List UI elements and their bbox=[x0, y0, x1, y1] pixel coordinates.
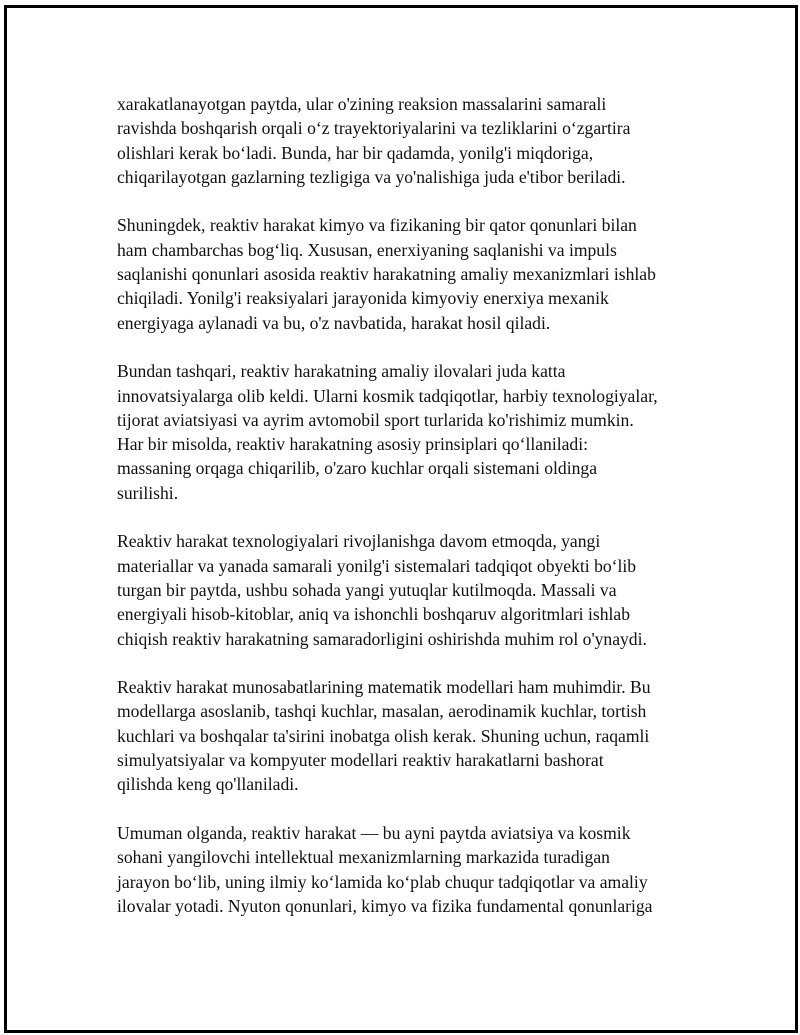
text-line: Bundan tashqari, reaktiv harakatning amaliy ilovalari juda katta bbox=[117, 361, 566, 382]
text-line: jarayon bo‘lib, uning ilmiy ko‘lamida ko‘plab chuqur tadqiqotlar va amaliy bbox=[117, 871, 648, 892]
text-line: materiallar va yanada samarali yonilg'i sistemalari tadqiqot obyekti bo‘lib bbox=[117, 555, 637, 576]
text-line: innovatsiyalarga olib keldi. Ularni kosmik tadqiqotlar, harbiy texnologiyalar, bbox=[117, 385, 658, 406]
text-line: olishlari kerak bo‘ladi. Bunda, har bir qadamda, yonilg'i miqdoriga, bbox=[117, 142, 594, 163]
text-line: Umuman olganda, reaktiv harakat — bu ayni paytda aviatsiya va kosmik bbox=[117, 822, 631, 843]
text-line: Har bir misolda, reaktiv harakatning asosiy prinsiplari qo‘llaniladi: bbox=[117, 434, 589, 455]
document-body bbox=[117, 92, 697, 942]
paragraph-1 bbox=[117, 92, 697, 189]
text-line: energiyaga aylanadi va bu, o'z navbatida, harakat hosil qiladi. bbox=[117, 312, 551, 333]
text-line: massaning orqaga chiqarilib, o'zaro kuchlar orqali sistemani oldinga bbox=[117, 458, 598, 479]
text-line: qilishda keng qo'llaniladi. bbox=[117, 774, 299, 795]
text-line: Reaktiv harakat texnologiyalari rivojlanishga davom etmoqda, yangi bbox=[117, 531, 601, 552]
text-line: tijorat aviatsiyasi va ayrim avtomobil sport turlarida ko'rishimiz mumkin. bbox=[117, 409, 634, 430]
paragraph-6 bbox=[117, 821, 697, 918]
paragraph-3 bbox=[117, 359, 697, 505]
text-line: Reaktiv harakat munosabatlarining matematik modellari ham muhimdir. Bu bbox=[117, 677, 651, 698]
text-line: ravishda boshqarish orqali o‘z trayektoriyalarini va tezliklarini o‘zgartira bbox=[117, 118, 631, 139]
text-line: ilovalar yotadi. Nyuton qonunlari, kimyo va fizika fundamental qonunlariga bbox=[117, 895, 653, 916]
text-line: chiqarilayotgan gazlarning tezligiga va yo'nalishiga juda e'tibor beriladi. bbox=[117, 166, 626, 187]
text-line: kuchlari va boshqalar ta'sirini inobatga olish kerak. Shuning uchun, raqamli bbox=[117, 725, 650, 746]
text-line: simulyatsiyalar va kompyuter modellari reaktiv harakatlarni bashorat bbox=[117, 750, 604, 771]
text-line: chiqish reaktiv harakatning samaradorligini oshirishda muhim rol o'ynaydi. bbox=[117, 628, 647, 649]
text-line: saqlanishi qonunlari asosida reaktiv harakatning amaliy mexanizmlari ishlab bbox=[117, 264, 656, 285]
text-line: surilishi. bbox=[117, 482, 179, 503]
paragraph-2 bbox=[117, 213, 697, 334]
text-line: turgan bir paytda, ushbu sohada yangi yutuqlar kutilmoqda. Massali va bbox=[117, 579, 617, 600]
paragraph-4 bbox=[117, 529, 697, 650]
text-line: sohani yangilovchi intellektual mexanizmlarning markazida turadigan bbox=[117, 847, 610, 868]
text-line: modellarga asoslanib, tashqi kuchlar, masalan, aerodinamik kuchlar, tortish bbox=[117, 701, 647, 722]
text-line: Shuningdek, reaktiv harakat kimyo va fizikaning bir qator qonunlari bilan bbox=[117, 215, 637, 236]
text-line: energiyali hisob-kitoblar, aniq va ishonchli boshqaruv algoritmlari ishlab bbox=[117, 604, 630, 625]
text-line: xarakatlanayotgan paytda, ular o'zining reaksion massalarini samarali bbox=[117, 94, 607, 114]
text-line: ham chambarchas bog‘liq. Xususan, enerxiyaning saqlanishi va impuls bbox=[117, 239, 617, 260]
text-line: chiqiladi. Yonilg'i reaksiyalari jarayonida kimyoviy enerxiya mexanik bbox=[117, 288, 609, 309]
paragraph-5 bbox=[117, 675, 697, 796]
